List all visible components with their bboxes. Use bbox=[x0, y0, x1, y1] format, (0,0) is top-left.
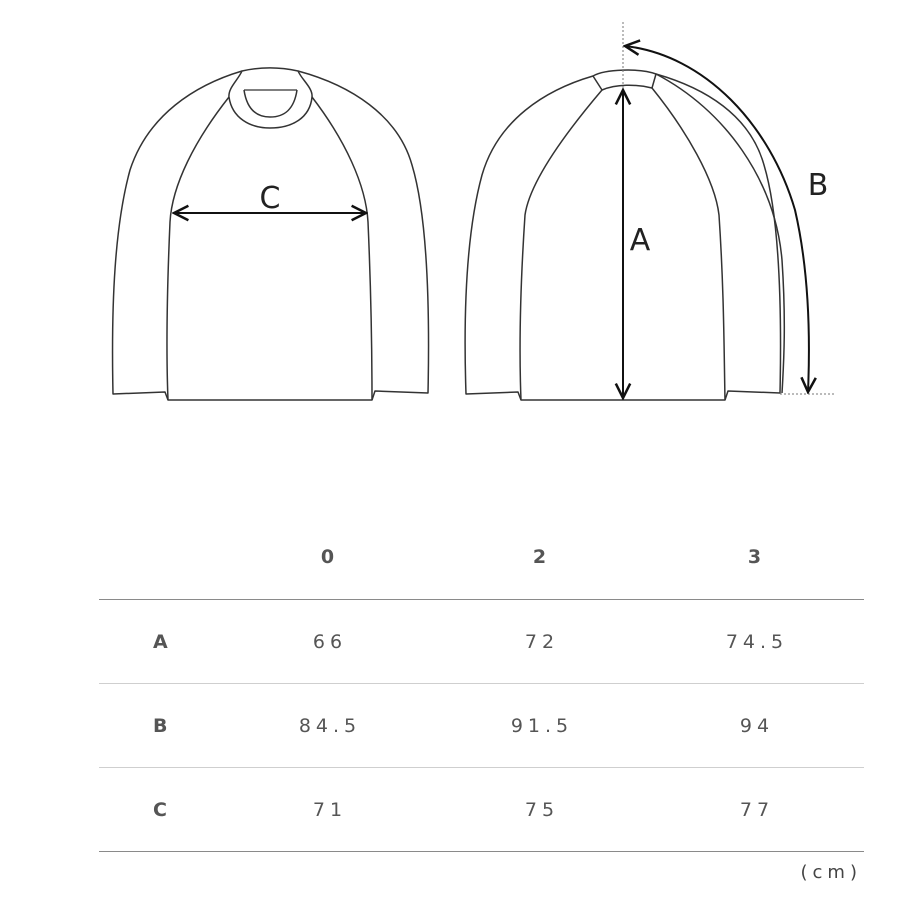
unit-note: (cm) bbox=[800, 862, 862, 883]
size-header-0: 0 bbox=[221, 515, 434, 600]
measure-c bbox=[174, 181, 366, 216]
row-label-c: C bbox=[99, 768, 221, 852]
label-b: B bbox=[807, 168, 829, 203]
table-cell: 66 bbox=[221, 600, 434, 684]
size-header-3: 3 bbox=[645, 515, 864, 600]
table-row bbox=[99, 600, 864, 684]
table-cell: 75 bbox=[434, 768, 645, 852]
table-row bbox=[99, 684, 864, 768]
table-cell: 71 bbox=[221, 768, 434, 852]
front-outline bbox=[113, 71, 429, 400]
row-label-b: B bbox=[99, 684, 221, 768]
row-label-a: A bbox=[99, 600, 221, 684]
table-cell: 91.5 bbox=[434, 684, 645, 768]
size-header-2: 2 bbox=[434, 515, 645, 600]
table-header-row bbox=[99, 515, 864, 600]
back-view-sweater bbox=[465, 70, 784, 400]
table-row bbox=[99, 768, 864, 852]
measure-b-arrow bbox=[625, 46, 809, 392]
front-collar-outer bbox=[229, 68, 312, 128]
back-left-raglan-seam bbox=[520, 90, 602, 400]
size-table bbox=[99, 515, 864, 852]
back-collar bbox=[593, 70, 656, 90]
table-cell: 94 bbox=[645, 684, 864, 768]
front-view-sweater bbox=[113, 68, 429, 400]
table-cell: 74.5 bbox=[645, 600, 864, 684]
table-corner-cell bbox=[99, 515, 221, 600]
garment-diagram bbox=[0, 0, 908, 440]
measure-a bbox=[623, 90, 651, 398]
back-right-raglan-seam bbox=[652, 88, 725, 400]
front-collar-inner bbox=[244, 90, 297, 117]
table-cell: 77 bbox=[645, 768, 864, 852]
front-left-raglan-seam bbox=[167, 97, 229, 400]
label-a: A bbox=[629, 223, 651, 258]
label-c: C bbox=[259, 181, 281, 216]
table-cell: 72 bbox=[434, 600, 645, 684]
table-cell: 84.5 bbox=[221, 684, 434, 768]
front-right-raglan-seam bbox=[312, 97, 372, 400]
